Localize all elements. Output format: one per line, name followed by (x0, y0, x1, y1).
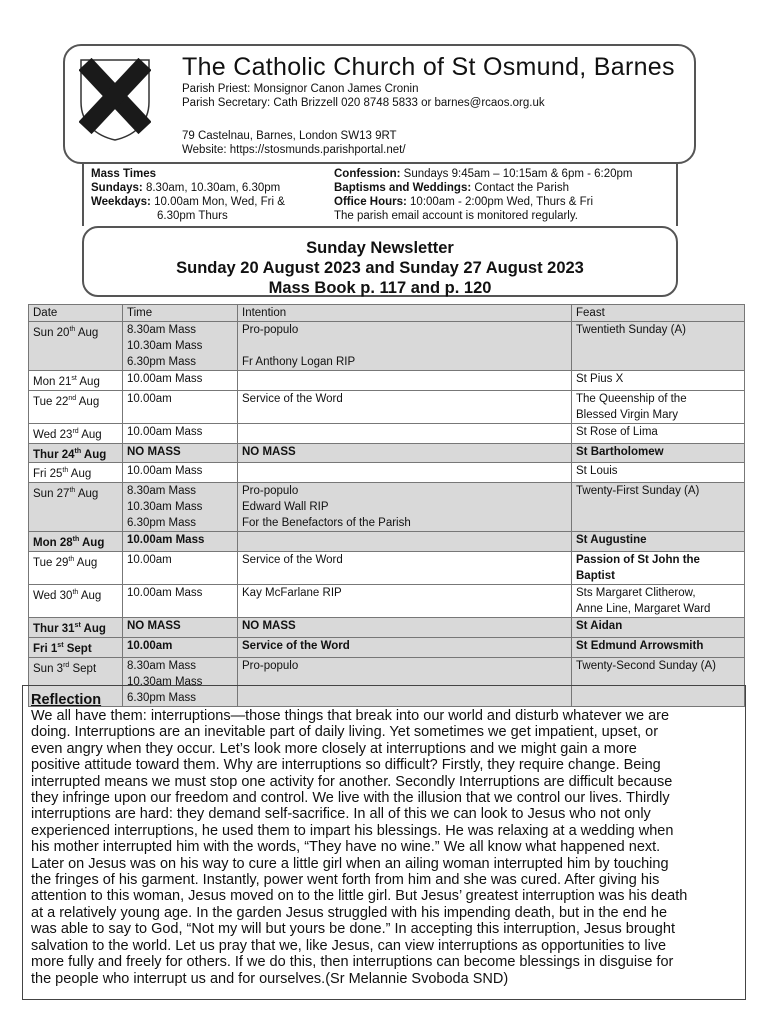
mass-book-pages: Mass Book p. 117 and p. 120 (268, 279, 492, 297)
column-header-feast: Feast (572, 305, 745, 322)
schedule-body (29, 322, 745, 707)
cell-feast: Twentieth Sunday (A) (572, 322, 745, 371)
newsletter-dates: Sunday 20 August 2023 and Sunday 27 August 2023 (176, 259, 584, 277)
reflection-line: at a relatively young age. In the garden Jesus struggled with his impending death, but in the end he (31, 904, 668, 921)
reflection-line: interrupted means we must stop one activity for another. Secondly Interruptions are difficult because (31, 773, 673, 790)
cell-intention (238, 532, 572, 552)
office-hours-value: 10:00am - 2:00pm Wed, Thurs & Fri (406, 196, 594, 208)
cell-feast: Sts Margaret Clitherow, Anne Line, Margaret Ward (572, 585, 745, 618)
baptisms-value: Contact the Parish (471, 182, 569, 194)
reflection-box (22, 685, 746, 1000)
cell-date: Fri 25th Aug (29, 463, 123, 483)
column-header-date: Date (29, 305, 123, 322)
header-box (63, 44, 696, 164)
email-note: The parish email account is monitored regularly. (334, 210, 578, 222)
reflection-line: positive attitude toward them. Why are interruptions so difficult? Firstly, they require change. Being (31, 757, 661, 774)
cell-date: Sun 20th Aug (29, 322, 123, 371)
cell-feast: Passion of St John the Baptist (572, 552, 745, 585)
mass-times-column (91, 167, 331, 223)
table-row (29, 585, 745, 618)
cell-intention: Pro-populo Fr Anthony Logan RIP (238, 322, 572, 371)
reflection-line: experienced interruptions, he used them to impart his blessings. He was relaxing at a wedding when (31, 822, 674, 839)
cell-time: 8.30am Mass 10.30am Mass 6.30pm Mass (123, 483, 238, 532)
cell-time: 10.00am (123, 390, 238, 423)
church-title: The Catholic Church of St Osmund, Barnes (182, 53, 675, 81)
reflection-line: the fringes of his garment. Instantly, power went forth from him and she was cured. After giving his (31, 872, 660, 889)
parish-info-column (334, 167, 674, 223)
cell-date: Thur 31st Aug (29, 618, 123, 638)
confession-value: Sundays 9:45am – 10:15am & 6pm - 6:20pm (400, 168, 633, 180)
table-header-row (29, 305, 745, 322)
cell-time: NO MASS (123, 443, 238, 463)
cell-feast: Twenty-Second Sunday (A) (572, 657, 745, 706)
table-row (29, 423, 745, 443)
table-row (29, 637, 745, 657)
cell-intention: NO MASS (238, 443, 572, 463)
reflection-line: his mother interrupted him with the words, “They have no wine.” We all know what happened next. (31, 839, 661, 856)
church-website[interactable]: Website: https://stosmunds.parishportal.net/ (182, 144, 406, 156)
cell-intention: Pro-populo (238, 657, 572, 706)
cell-feast: St Pius X (572, 371, 745, 391)
cell-time: 8.30am Mass 10.30am Mass 6.30pm Mass (123, 657, 238, 706)
reflection-line: We all have them: interruptions—those things that break into our world and disturb whatever we are (31, 708, 670, 724)
cell-intention: Service of the Word (238, 390, 572, 423)
table-row (29, 483, 745, 532)
reflection-line: even angry when they occur. Let’s look more closely at interruptions and we might gain a more (31, 740, 637, 757)
cell-date: Wed 23rd Aug (29, 423, 123, 443)
cell-time: 10.00am Mass (123, 371, 238, 391)
reflection-line: attention to this woman, Jesus moved on to the little girl. But Jesus’ greatest interruption was his death (31, 888, 688, 905)
parish-secretary: Parish Secretary: Cath Brizzell 020 8748 5833 or barnes@rcaos.org.uk (182, 97, 545, 109)
weekdays-value-cont: 6.30pm Thurs (157, 210, 228, 222)
cell-date: Fri 1st Sept (29, 637, 123, 657)
cell-time: NO MASS (123, 618, 238, 638)
cell-date: Mon 21st Aug (29, 371, 123, 391)
table-row (29, 463, 745, 483)
cell-feast: St Edmund Arrowsmith (572, 637, 745, 657)
cell-intention: Service of the Word (238, 637, 572, 657)
reflection-line: more fully and freely for others. If we do this, then interruptions can become blessings in disguise for (31, 954, 674, 971)
church-address: 79 Castelnau, Barnes, London SW13 9RT (182, 130, 397, 142)
table-row (29, 322, 745, 371)
reflection-line: interruptions are hard: they demand self-sacrifice. In all of this we can look to Jesus who not only (31, 806, 651, 823)
parish-crest-icon (79, 58, 151, 142)
mass-times-label: Mass Times (91, 168, 156, 180)
mass-schedule-table (28, 304, 745, 707)
cell-time: 10.00am Mass (123, 532, 238, 552)
reflection-title: Reflection (31, 692, 102, 708)
confession-label: Confession: (334, 168, 401, 180)
info-box (82, 164, 678, 226)
cell-time: 10.00am (123, 637, 238, 657)
weekdays-label: Weekdays: (91, 196, 151, 208)
cell-date: Thur 24th Aug (29, 443, 123, 463)
parish-priest: Parish Priest: Monsignor Canon James Cronin (182, 83, 419, 95)
reflection-line: salvation to the world. Let us pray that we, like Jesus, can view interruptions as opportunities to live (31, 937, 667, 954)
cell-time: 10.00am (123, 552, 238, 585)
reflection-line: doing. Interruptions are an inevitable part of daily living. Yet sometimes we get impatient, upset, or (31, 724, 659, 741)
cell-date: Tue 22nd Aug (29, 390, 123, 423)
column-header-intention: Intention (238, 305, 572, 322)
cell-intention (238, 463, 572, 483)
table-row (29, 532, 745, 552)
reflection-line: Later on Jesus was on his way to cure a little girl when an ailing woman interrupted him by touching (31, 855, 669, 872)
reflection-line: they infringe upon our freedom and control. We live with the illusion that we control our lives. Thirdly (31, 790, 670, 807)
table-row (29, 371, 745, 391)
table-row (29, 618, 745, 638)
reflection-line: the people who interrupt us and for ourselves.(Sr Melannie Svoboda SND) (31, 970, 509, 987)
cell-time: 10.00am Mass (123, 585, 238, 618)
cell-intention: NO MASS (238, 618, 572, 638)
table-row (29, 443, 745, 463)
baptisms-label: Baptisms and Weddings: (334, 182, 472, 194)
cell-time: 10.00am Mass (123, 463, 238, 483)
cell-feast: Twenty-First Sunday (A) (572, 483, 745, 532)
reflection-text (31, 708, 737, 987)
column-header-time: Time (123, 305, 238, 322)
cell-intention: Service of the Word (238, 552, 572, 585)
newsletter-title-box (82, 226, 678, 297)
sundays-label: Sundays: (91, 182, 143, 194)
cell-date: Mon 28th Aug (29, 532, 123, 552)
cell-feast: St Louis (572, 463, 745, 483)
cell-date: Sun 27th Aug (29, 483, 123, 532)
cell-intention (238, 423, 572, 443)
cell-feast: The Queenship of the Blessed Virgin Mary (572, 390, 745, 423)
reflection-line: was able to say to God, “Not my will but yours be done.” In accepting this interruption, Jesus brought (31, 921, 675, 938)
cell-feast: St Augustine (572, 532, 745, 552)
cell-time: 10.00am Mass (123, 423, 238, 443)
cell-intention: Kay McFarlane RIP (238, 585, 572, 618)
cell-feast: St Bartholomew (572, 443, 745, 463)
cell-intention: Pro-populo Edward Wall RIP For the Benefactors of the Parish (238, 483, 572, 532)
newsletter-heading: Sunday Newsletter (306, 239, 454, 257)
weekdays-value: 10.00am Mon, Wed, Fri & (150, 196, 285, 208)
sundays-value: 8.30am, 10.30am, 6.30pm (142, 182, 281, 194)
table-row (29, 552, 745, 585)
office-hours-label: Office Hours: (334, 196, 407, 208)
cell-feast: St Rose of Lima (572, 423, 745, 443)
table-row (29, 390, 745, 423)
cell-date: Tue 29th Aug (29, 552, 123, 585)
cell-time: 8.30am Mass 10.30am Mass 6.30pm Mass (123, 322, 238, 371)
cell-date: Sun 3rd Sept (29, 657, 123, 706)
cell-date: Wed 30th Aug (29, 585, 123, 618)
cell-intention (238, 371, 572, 391)
cell-feast: St Aidan (572, 618, 745, 638)
